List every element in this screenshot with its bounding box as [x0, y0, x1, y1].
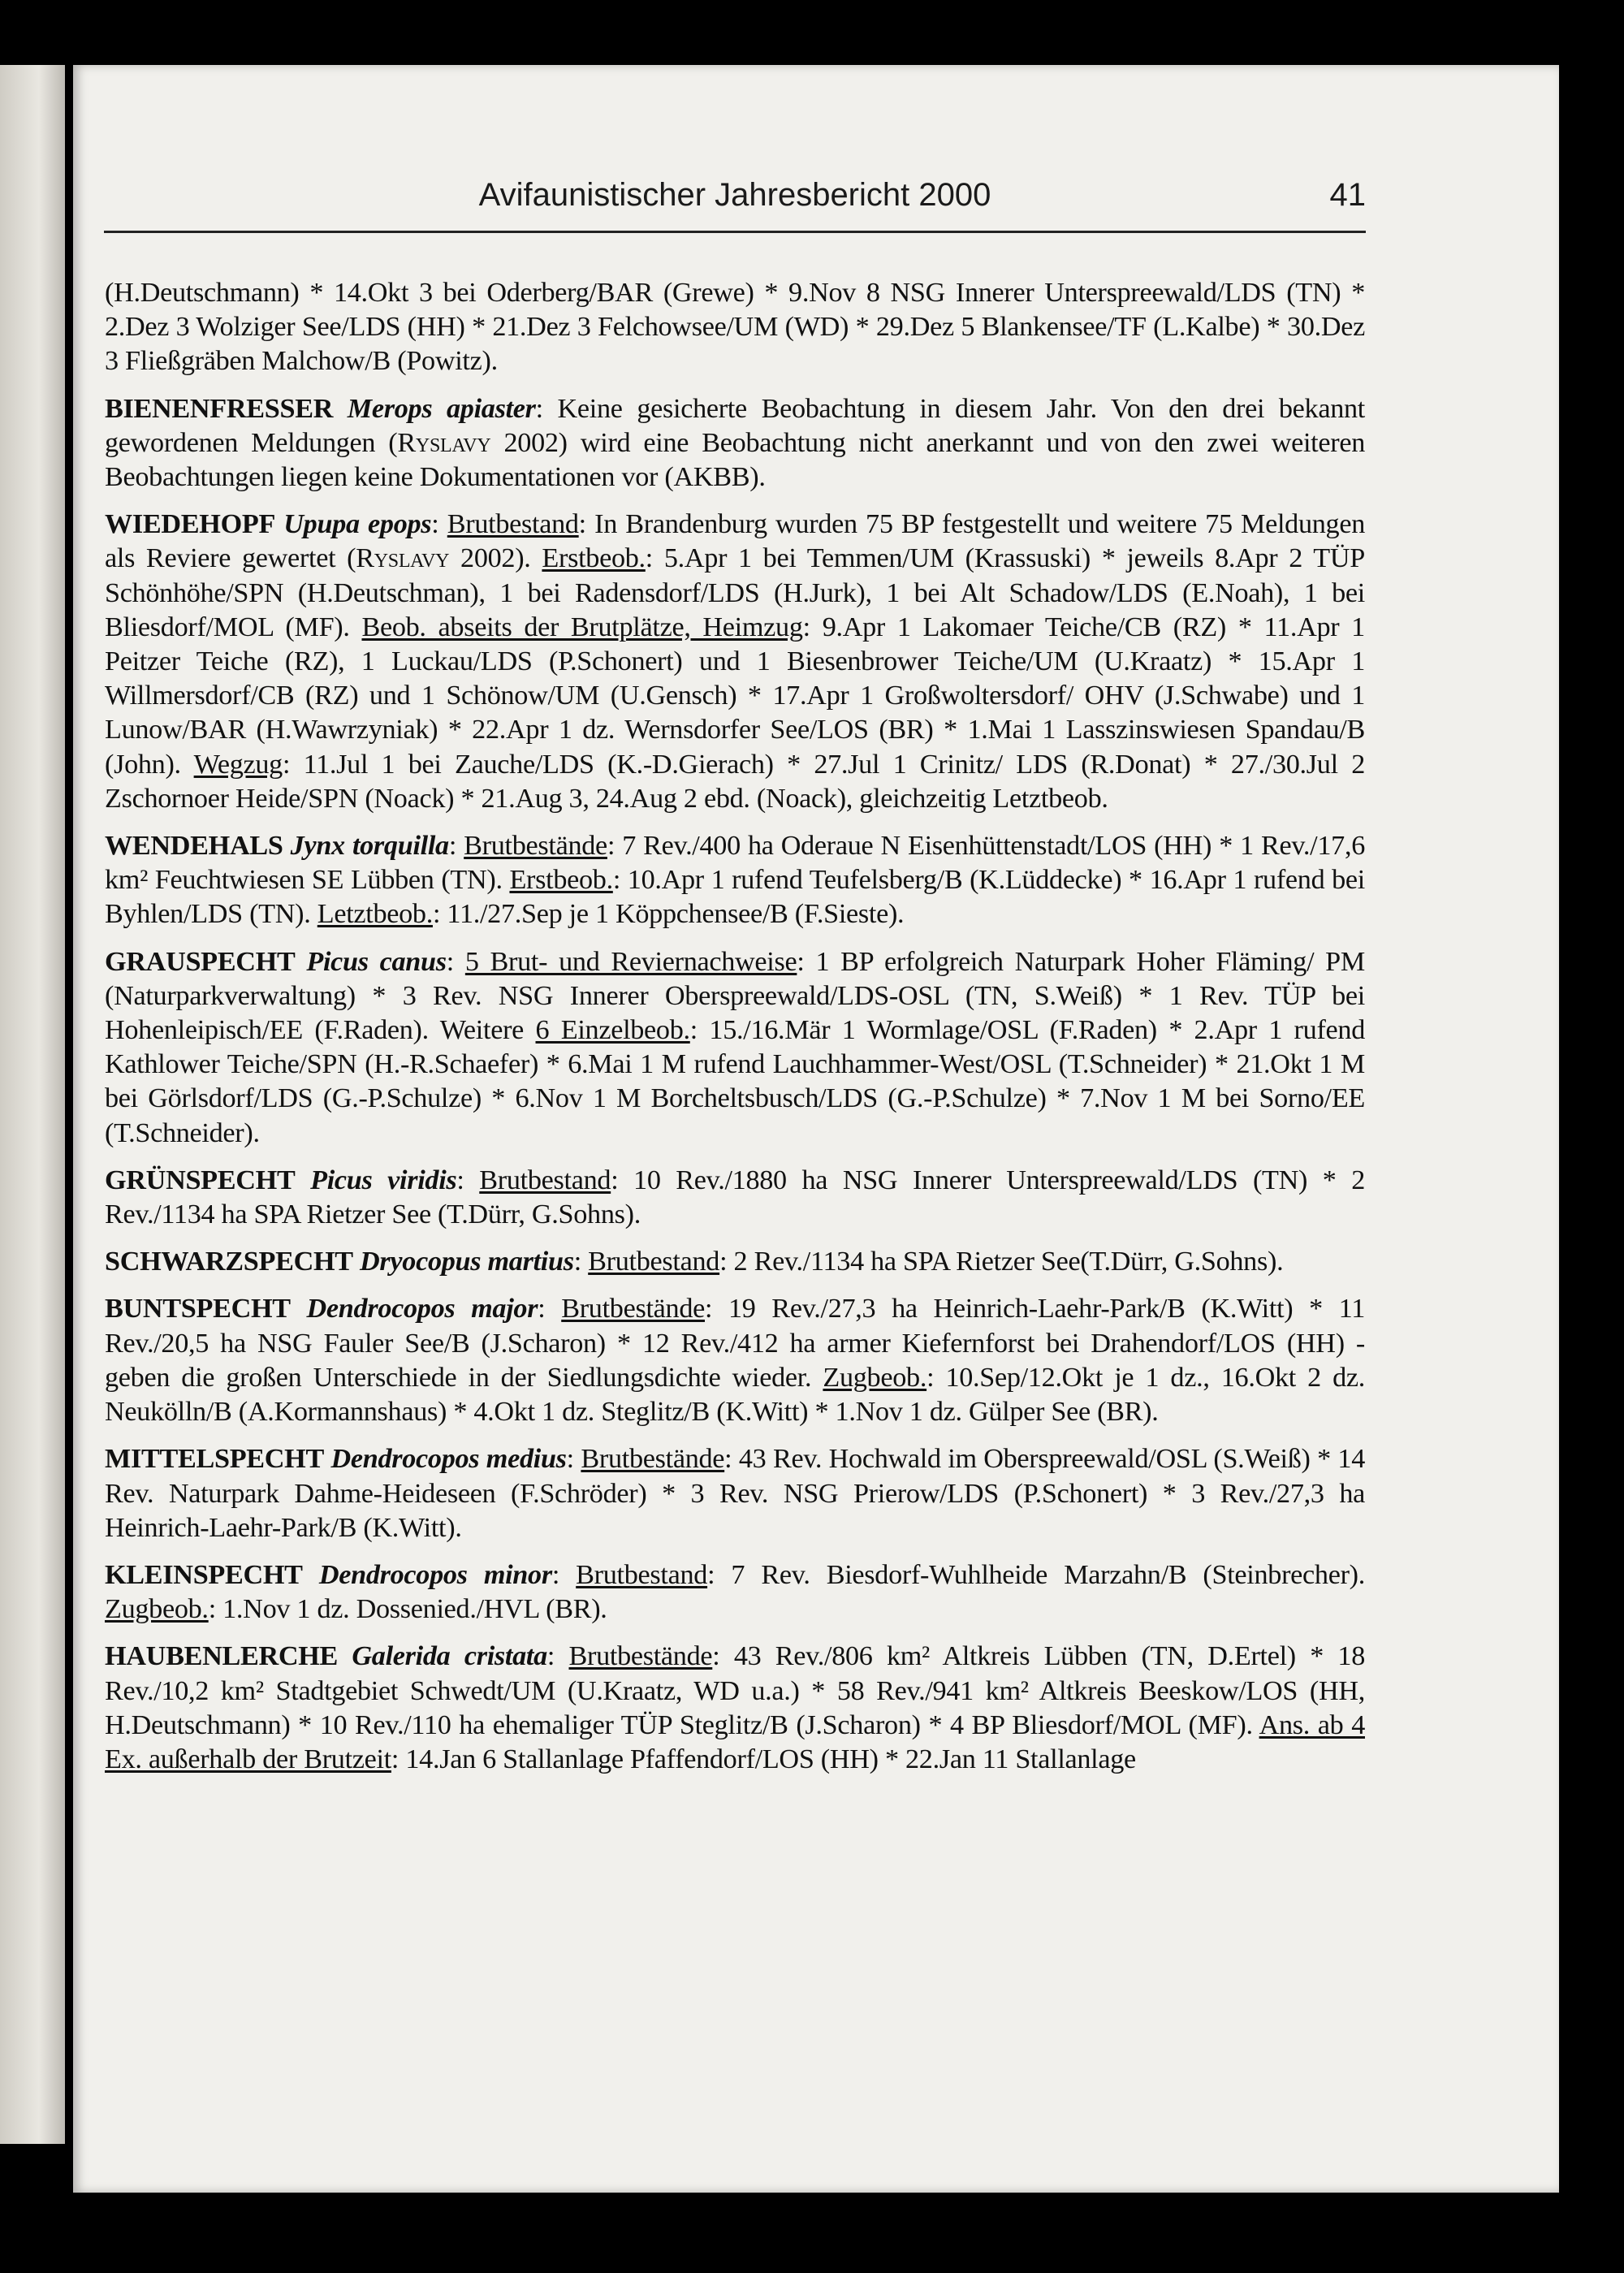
- entry-text: : 9.Apr 1 Lakomaer Teiche/CB (RZ) * 11.Apr 1 Peitzer Teiche (RZ), 1 Luckau/LDS (P.Schonert) und 1 Biesenbrower Teiche/UM (U.Kraatz) * 15.Apr 1 Willmersdorf/CB (RZ) und 1 Schönow/UM (U.Gensch) * 17.Apr 1 Großwoltersdorf/ OHV (J.Schwabe) und 1 Lunow/BAR (H.Wawrzyniak) * 22.Apr 1 dz. Wernsdorfer See/LOS (BR) * 1.Mai 1 Lasszinswiesen Spandau/B (John).: [105, 611, 1365, 780]
- section-label: Zugbeob.: [105, 1594, 209, 1625]
- entry-text: : 10.Sep/12.Okt je 1 dz., 16.Okt 2 dz. Neukölln/B (A.Kormannshaus) * 4.Okt 1 dz. Steglitz/B (K.Witt) * 1.Nov 1 dz. Gülper See (BR).: [105, 1362, 1365, 1428]
- entry-text: :: [431, 509, 447, 540]
- entry-mittelspecht: [105, 1442, 1365, 1545]
- entry-text: : Keine gesicherte Beobachtung in diesem Jahr. Von den drei bekannt gewordenen Meldungen (: [105, 393, 1365, 458]
- entry-text: : 7 Rev./400 ha Oderaue N Eisenhüttenstadt/LOS (HH) * 1 Rev./17,6 km² Feuchtwiesen SE Lübben (TN).: [105, 831, 1365, 896]
- running-title: Avifaunistischer Jahresbericht 2000: [478, 177, 991, 213]
- entry-text: [275, 509, 283, 539]
- section-label: Wegzug: [193, 749, 283, 780]
- entry-continuation: [105, 276, 1365, 379]
- entry-text: 2002).: [449, 543, 542, 574]
- left-page-edge: [0, 65, 65, 2144]
- entry-bienenfresser: [105, 392, 1365, 495]
- entry-text: : 43 Rev./806 km² Altkreis Lübben (TN, D.Ertel) * 18 Rev./10,2 km² Stadtgebiet Schwedt/UM (U.Kraatz, WD u.a.) * 58 Rev./941 km² Altkreis Beeskow/LOS (HH, H.Deutschmann) * 10 Rev./110 ha ehemaliger TÜP Steglitz/B (J.Scharon) * 4 BP Bliesdorf/MOL (MF).: [105, 1641, 1366, 1740]
- entry-text: : 10.Apr 1 rufend Teufelsberg/B (K.Lüddecke) * 16.Apr 1 rufend bei Byhlen/LDS (TN).: [105, 865, 1365, 930]
- entry-text: [338, 1641, 352, 1671]
- entry-text: :: [551, 1559, 577, 1590]
- section-label: Brutbestände: [464, 831, 607, 862]
- entry-wendehals: [105, 829, 1365, 932]
- entry-text: [353, 1247, 360, 1277]
- section-label: Zugbeob.: [823, 1362, 927, 1393]
- section-label: Ans. ab 4 Ex. außerhalb der Brutzeit: [105, 1709, 1365, 1774]
- species-name: BUNTSPECHT: [105, 1294, 291, 1324]
- scientific-name: Merops apiaster: [347, 393, 536, 424]
- page-number: 41: [1329, 177, 1366, 213]
- section-label: 6 Einzelbeob.: [535, 1015, 690, 1046]
- entry-text: [283, 831, 291, 861]
- entry-text: : 15./16.Mär 1 Wormlage/OSL (F.Raden) * 2.Apr 1 rufend Kathlower Teiche/SPN (H.-R.Schaefer) * 6.Mai 1 M rufend Lauchhammer-West/OSL (T.Schneider) * 21.Okt 1 M bei Görlsdorf/LDS (G.-P.Schulze) * 6.Nov 1 M Borcheltsbusch/LDS (G.-P.Schulze) * 7.Nov 1 M bei Sorno/EE (T.Schneider).: [105, 1015, 1365, 1148]
- entry-text: :: [546, 1641, 569, 1672]
- citation-author: Ryslavy: [356, 543, 450, 574]
- species-name: MITTELSPECHT: [105, 1444, 324, 1475]
- entry-gruenspecht: [105, 1164, 1365, 1232]
- entry-text: : 11./27.Sep je 1 Köppchensee/B (F.Sieste).: [432, 899, 905, 930]
- entry-text: [333, 394, 348, 424]
- scientific-name: Picus viridis: [310, 1165, 457, 1195]
- species-name: WIEDEHOPF: [105, 509, 276, 540]
- entry-kleinspecht: [105, 1558, 1365, 1627]
- scientific-name: Dendrocopos major: [306, 1294, 538, 1324]
- section-label: Brutbestände: [581, 1444, 725, 1475]
- running-head: [104, 177, 1366, 233]
- scientific-name: Galerida cristata: [352, 1641, 547, 1672]
- species-name: HAUBENLERCHE: [105, 1641, 339, 1672]
- species-name: GRAUSPECHT: [105, 946, 296, 977]
- entry-text: : 14.Jan 6 Stallanlage Pfaffendorf/LOS (HH) * 22.Jan 11 Stallanlage: [391, 1744, 1136, 1774]
- entry-text: :: [566, 1444, 581, 1475]
- entry-text: : 7 Rev. Biesdorf-Wuhlheide Marzahn/B (Steinbrecher).: [707, 1559, 1366, 1590]
- entry-schwarzspecht: [105, 1245, 1365, 1279]
- section-label: Brutbestand: [576, 1559, 708, 1590]
- entry-text: : 19 Rev./27,3 ha Heinrich-Laehr-Park/B (K.Witt) * 11 Rev./20,5 ha NSG Fauler See/B (J.Scharon) * 12 Rev./412 ha armer Kiefernforst bei Drahendorf/LOS (HH) - geben die großen Unterschiede in der Siedlungsdichte wieder.: [105, 1294, 1365, 1393]
- entry-text: : 5.Apr 1 bei Temmen/UM (Krassuski) * jeweils 8.Apr 2 TÜP Schönhöhe/SPN (H.Deutschman), 1 bei Radensdorf/LDS (H.Jurk), 1 bei Alt Schadow/LDS (E.Noah), 1 bei Bliesdorf/MOL (MF).: [105, 543, 1365, 642]
- entry-text: : 11.Jul 1 bei Zauche/LDS (K.-D.Gierach) * 27.Jul 1 Crinitz/ LDS (R.Donat) * 27./30.Jul 2 Zschornoer Heide/SPN (Noack) * 21.Aug 3, 24.Aug 2 ebd. (Noack), gleichzeitig Letztbeob.: [105, 749, 1365, 814]
- entry-wiedehopf: [105, 508, 1365, 816]
- entry-text: : 2 Rev./1134 ha SPA Rietzer See(T.Dürr, G.Sohns).: [719, 1247, 1284, 1277]
- section-label: Brutbestände: [561, 1294, 705, 1324]
- entry-text: [295, 1165, 310, 1195]
- scientific-name: Picus canus: [306, 946, 447, 977]
- report-body: [105, 276, 1365, 1790]
- section-label: 5 Brut- und Reviernachweise: [464, 946, 797, 977]
- entry-text: (H.Deutschmann) * 14.Okt 3 bei Oderberg/BAR (Grewe) * 9.Nov 8 NSG Innerer Unterspreewald/LDS (TN) * 2.Dez 3 Wolziger See/LDS (HH) * 21.Dez 3 Felchowsee/UM (WD) * 29.Dez 5 Blankensee/TF (L.Kalbe) * 30.Dez 3 Fließgräben Malchow/B (Powitz).: [105, 278, 1365, 377]
- scientific-name: Dryocopus martius: [360, 1247, 574, 1277]
- entry-text: :: [448, 831, 464, 862]
- entry-text: 2002) wird eine Beobachtung nicht anerkannt und von den zwei weiteren Beobachtungen liegen keine Dokumentationen vor (AKBB).: [105, 427, 1365, 493]
- entry-text: : 10 Rev./1880 ha NSG Innerer Unterspreewald/LDS (TN) * 2 Rev./1134 ha SPA Rietzer See (T.Dürr, G.Sohns).: [105, 1165, 1365, 1230]
- section-label: Brutbestände: [568, 1641, 713, 1672]
- entry-text: [295, 947, 306, 977]
- entry-text: : 1.Nov 1 dz. Dossenied./HVL (BR).: [208, 1594, 607, 1625]
- species-name: GRÜNSPECHT: [105, 1165, 296, 1195]
- entry-text: [291, 1294, 307, 1324]
- entry-text: : 43 Rev. Hochwald im Oberspreewald/OSL (S.Weiß) * 14 Rev. Naturpark Dahme-Heideseen (F.Schröder) * 3 Rev. NSG Prierow/LDS (P.Schonert) * 3 Rev./27,3 ha Heinrich-Laehr-Park/B (K.Witt).: [105, 1444, 1365, 1543]
- section-label: Erstbeob.: [542, 543, 646, 574]
- section-label: Brutbestand: [479, 1165, 611, 1195]
- entry-text: :: [538, 1294, 562, 1324]
- section-label: Letztbeob.: [317, 899, 433, 930]
- entry-text: :: [573, 1247, 589, 1277]
- species-name: WENDEHALS: [105, 831, 283, 862]
- section-label: Erstbeob.: [509, 865, 613, 896]
- species-name: SCHWARZSPECHT: [105, 1247, 353, 1277]
- scientific-name: Dendrocopos medius: [330, 1444, 567, 1475]
- entry-text: :: [456, 1165, 480, 1195]
- entry-text: :: [446, 946, 465, 977]
- entry-buntspecht: [105, 1292, 1365, 1429]
- section-label: Brutbestand: [588, 1247, 720, 1277]
- scientific-name: Dendrocopos minor: [318, 1559, 552, 1590]
- scientific-name: Upupa epops: [283, 509, 432, 540]
- species-name: BIENENFRESSER: [105, 393, 334, 424]
- species-name: KLEINSPECHT: [105, 1559, 303, 1590]
- citation-author: Ryslavy: [397, 427, 491, 458]
- entry-grauspecht: [105, 945, 1365, 1151]
- entry-text: [303, 1560, 319, 1590]
- entry-text: : In Brandenburg wurden 75 BP festgestellt und weitere 75 Meldungen als Reviere gewertet (: [105, 509, 1365, 574]
- entry-text: : 1 BP erfolgreich Naturpark Hoher Fläming/ PM (Naturparkverwaltung) * 3 Rev. NSG Innerer Oberspreewald/LDS-OSL (TN, S.Weiß) * 1 Rev. TÜP bei Hohenleipisch/EE (F.Raden). Weitere: [105, 946, 1365, 1046]
- entry-haubenlerche: [105, 1640, 1365, 1777]
- section-label: Brutbestand: [447, 509, 579, 540]
- scientific-name: Jynx torquilla: [290, 831, 449, 862]
- section-label: Beob. abseits der Brutplätze, Heimzug: [361, 611, 803, 642]
